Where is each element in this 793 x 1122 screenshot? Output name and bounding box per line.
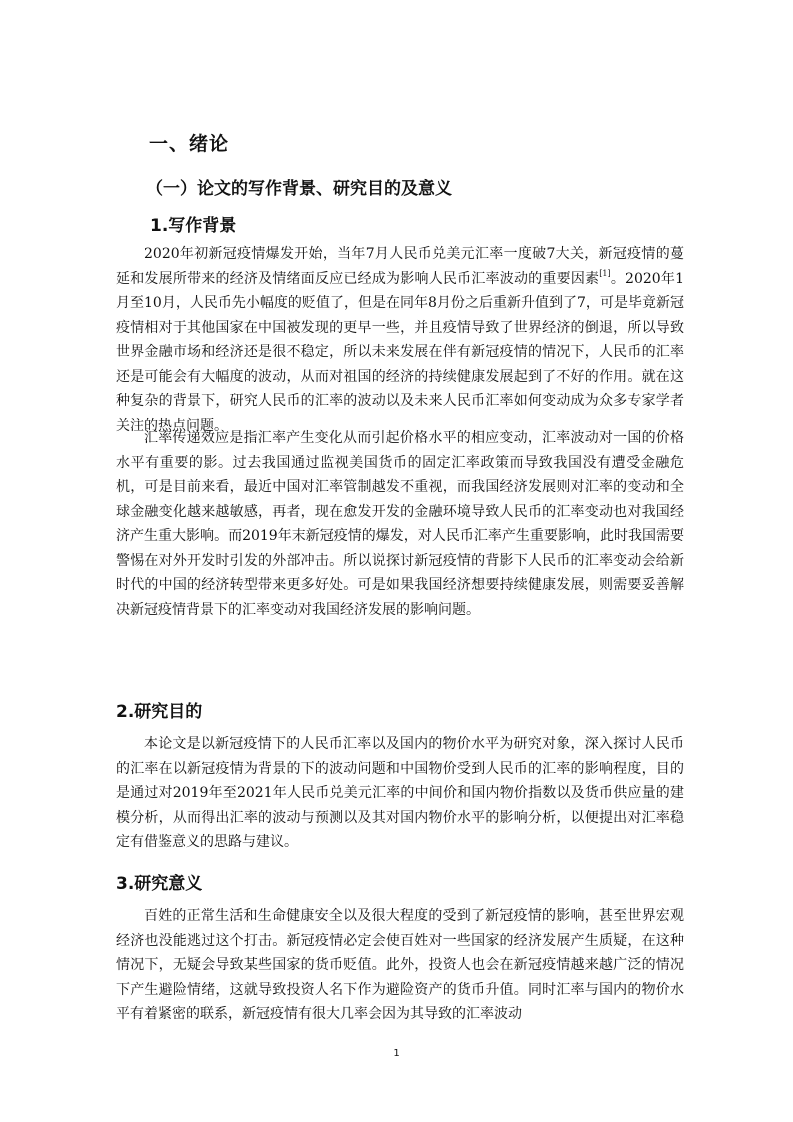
citation-reference: [1] [599, 268, 611, 278]
subsection-heading-purpose: 2.研究目的 [116, 702, 203, 722]
paragraph-background-1 [116, 242, 684, 438]
paragraph-background-2: 汇率传递效应是指汇率产生变化从而引起价格水平的相应变动，汇率波动对一国的价格水平有重要的影。过去我国通过监视美国货币的固定汇率政策而导致我国没有遭受金融危机，可是目前来看，最近中国对汇率管制越发不重视，而我国经济发展则对汇率的变动和全球金融变化越来越敏感，再者，现在愈发开发的金融环境导致人民币的汇率变动也对我国经济产生重大影响。而2019年末新冠疫情的爆发，对人民币汇率产生重要影响，此时我国需要警惕在对外开发时引发的外部冲击。所以说探讨新冠疫情的背影下人民币的汇率变动会给新时代的中国的经济转型带来更多好处。可是如果我国经济想要持续健康发展，则需要妥善解决新冠疫情背景下的汇率变动对我国经济发展的影响问题。 [116, 430, 684, 618]
paragraph-text-continued: 。2020年1月至10月，人民币先小幅度的贬值了，但是在同年8月份之后重新升值到了7，可是毕竟新冠疫情相对于其他国家在中国被发现的更早一些，并且疫情导致了世界经济的倒退，所以导致世界金融市场和经济还是很不稳定，所以未来发展在伴有新冠疫情的情况下，人民币的汇率还是可能会有大幅度的波动，从而对祖国的经济的持续健康发展起到了不好的作用。就在这种复杂的背景下，研究人民币的汇率的波动以及未来人民币汇率如何变动成为众多专家学者关注的热点问题。 [116, 270, 684, 434]
chapter-heading: 一、绪论 [149, 133, 230, 155]
paragraph-text: 2020年初新冠疫情爆发开始，当年7月人民币兑美元汇率一度破7大关，新冠疫情的蔓延和发展所带来的经济及情绪面反应已经成为影响人民币汇率波动的重要因素 [116, 246, 684, 287]
paragraph-significance: 百姓的正常生活和生命健康安全以及很大程度的受到了新冠疫情的影响，甚至世界宏观经济也没能逃过这个打击。新冠疫情必定会使百姓对一些国家的经济发展产生质疑，在这种情况下，无疑会导致某些国家的货币贬值。此外，投资人也会在新冠疫情越来越广泛的情况下产生避险情绪，这就导致投资人名下作为避险资产的货币升值。同时汇率与国内的物价水平有着紧密的联系，新冠疫情有很大几率会因为其导致的汇率波动 [116, 908, 684, 1022]
page-number: 1 [393, 1048, 400, 1059]
section-heading: （一）论文的写作背景、研究目的及意义 [146, 179, 452, 199]
subsection-heading-significance: 3.研究意义 [116, 874, 203, 894]
subsection-heading-background: 1.写作背景 [150, 216, 237, 236]
paragraph-purpose: 本论文是以新冠疫情下的人民币汇率以及国内的物价水平为研究对象，深入探讨人民币的汇率在以新冠疫情为背景的下的波动问题和中国物价受到人民币的汇率的影响程度，目的是通过对2019年至2021年人民币兑美元汇率的中间价和国内物价指数以及货币供应量的建模分析，从而得出汇率的波动与预测以及其对国内物价水平的影响分析，以便提出对汇率稳定有借鉴意义的思路与建议。 [116, 736, 684, 850]
